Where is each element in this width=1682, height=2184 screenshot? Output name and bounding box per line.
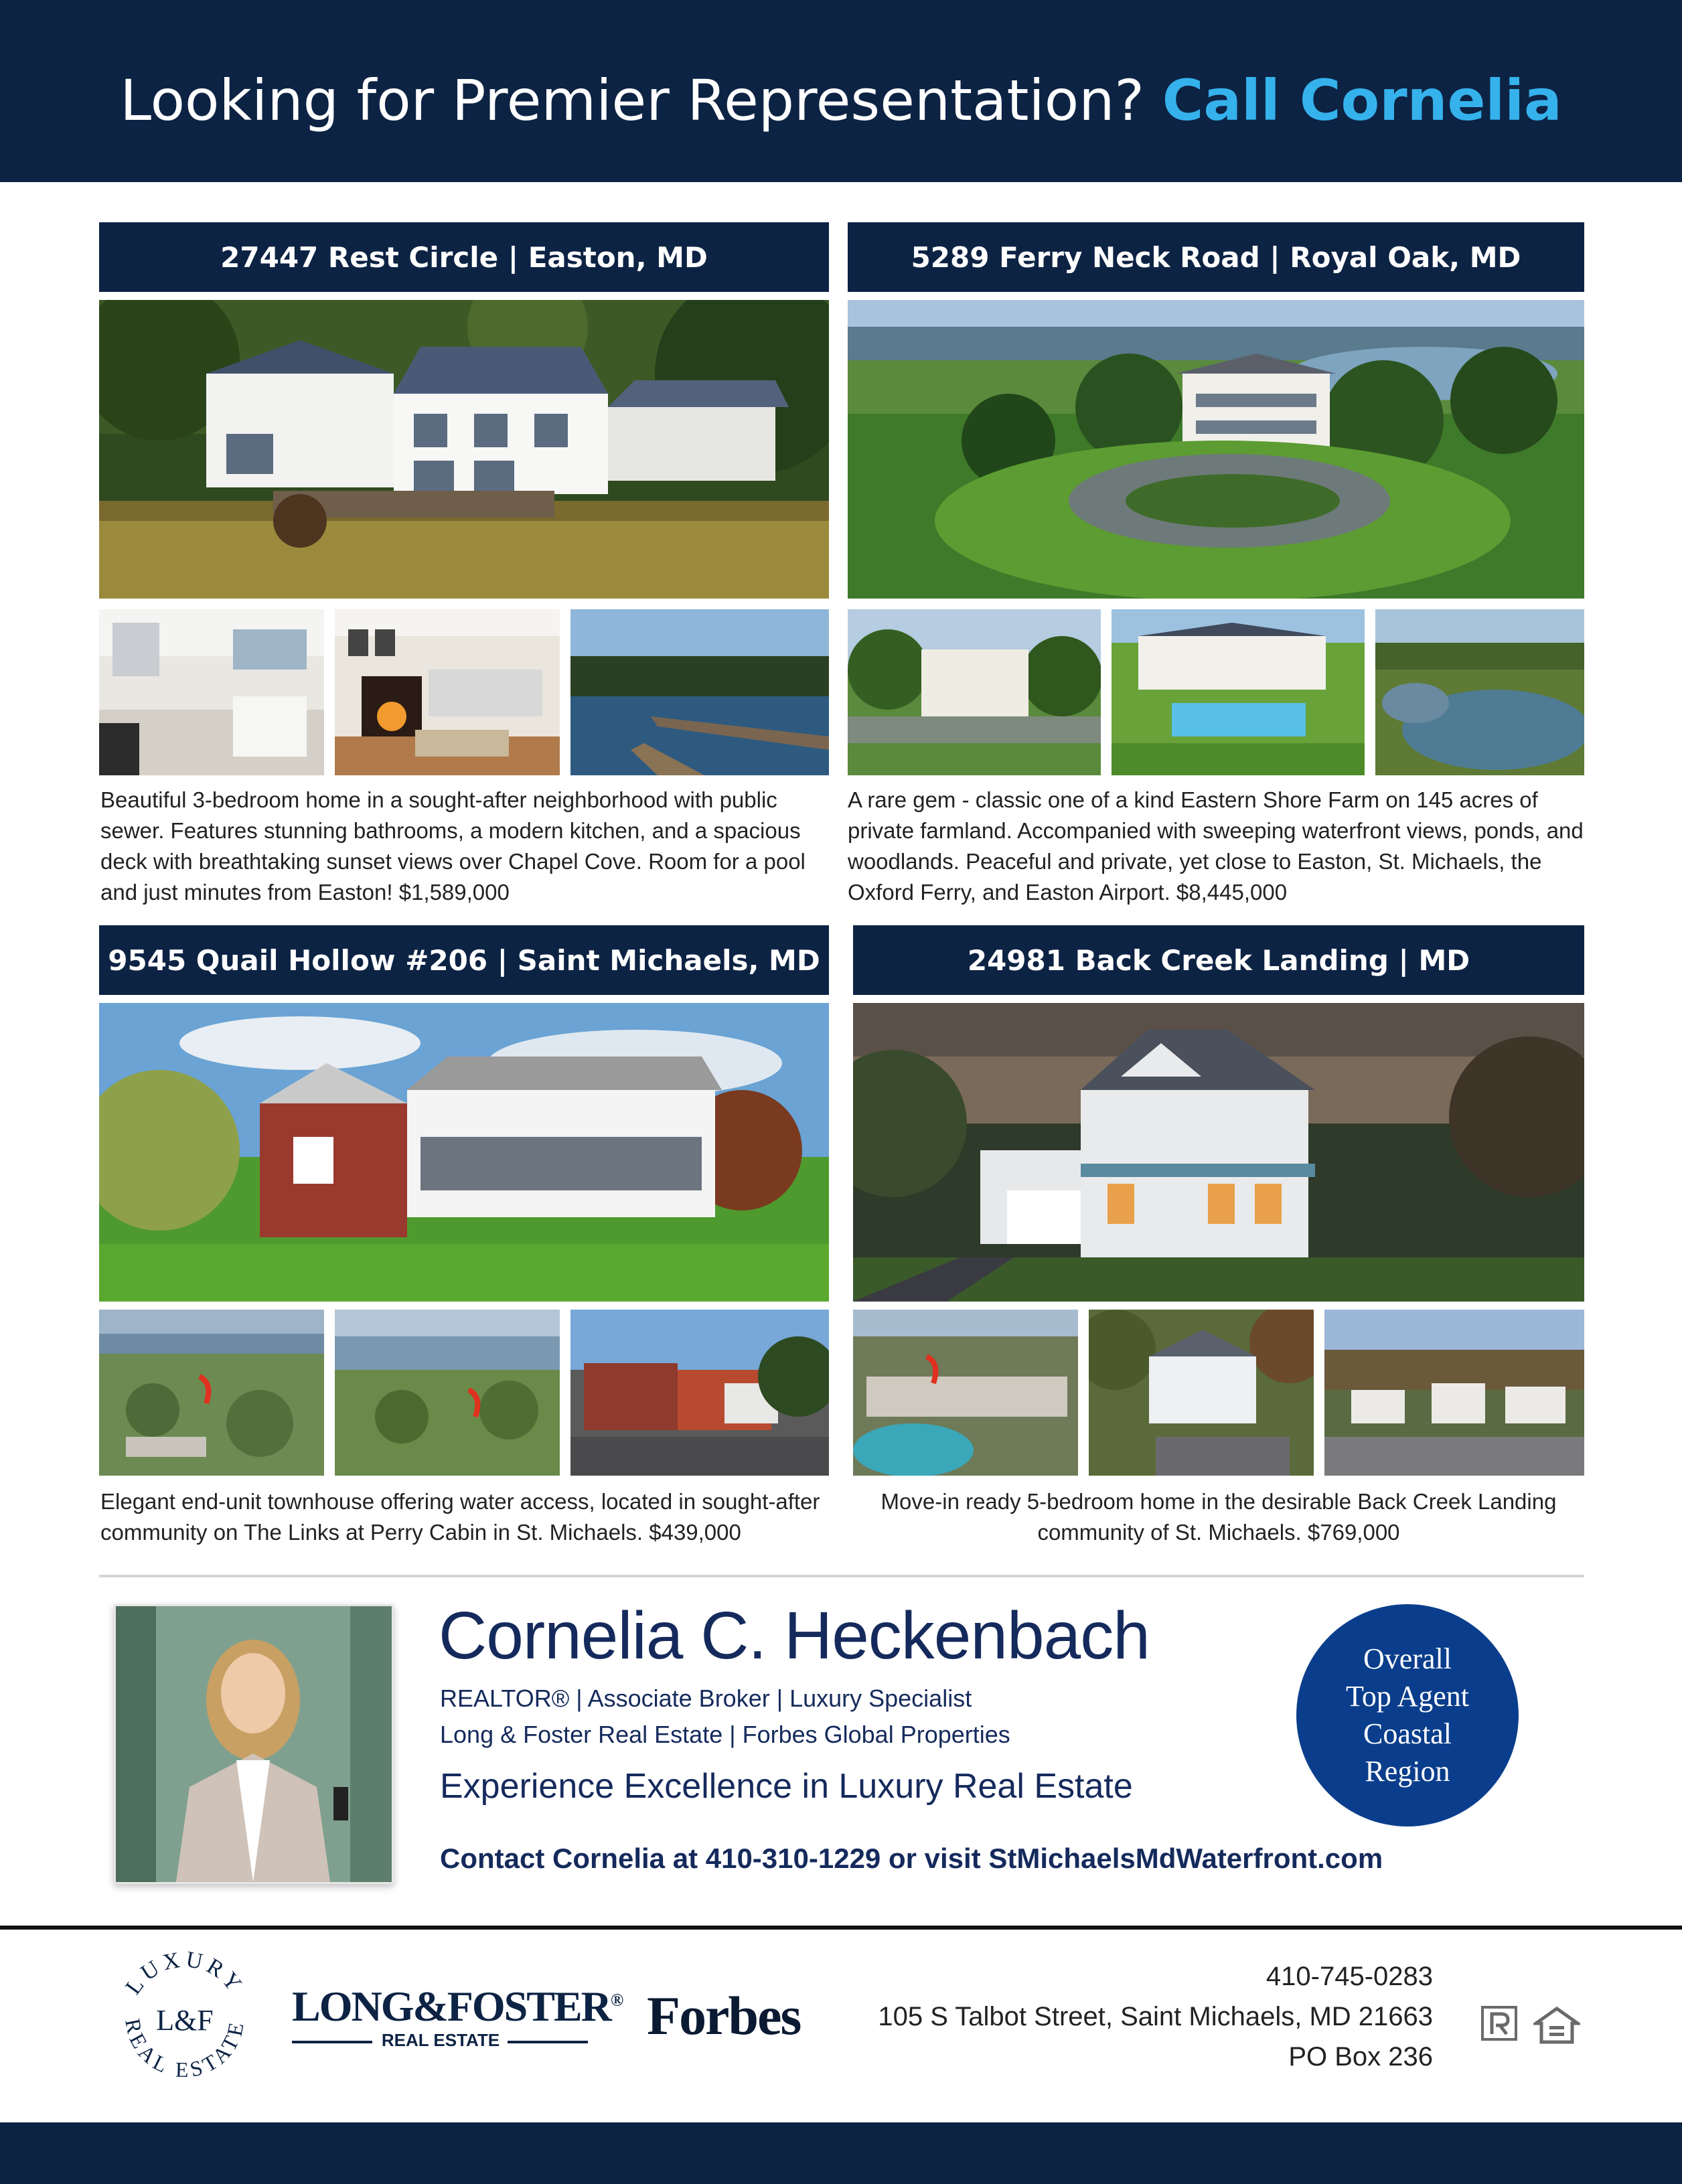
listing-address: 9545 Quail Hollow #206 | Saint Michaels, MD [108,943,820,977]
listing-thumb-water [570,609,829,775]
listing-thumb-aerial-1 [853,1310,1078,1476]
listing-thumb-pool [1112,609,1365,775]
office-phone: 410-745-0283 [1266,1962,1433,1991]
listing-thumb-aerial-2 [335,1310,560,1476]
listing-description: Beautiful 3-bedroom home in a sought-after neighborhood with public sewer. Features stunning bathrooms, a modern kitchen, and a spacious deck with breathtaking sunset views over Chapel Cove. Room for a pool and just minutes from Easton! $1,589,000 [100,787,806,905]
listing-main-photo [99,1003,829,1302]
award-badge [1296,1604,1519,1826]
headline-main: Looking for Premier Representation? [120,68,1145,133]
listing-main-photo [848,300,1584,599]
logo-rule [508,2041,588,2043]
award-line: Top Agent [1346,1680,1469,1713]
luxury-seal-logo [107,1940,262,2096]
long-foster-logo [292,1982,623,2055]
listing-thumb-street [1324,1310,1584,1476]
section-divider [99,1575,1584,1577]
long-foster-subtitle: REAL ESTATE [381,2030,500,2050]
listing-thumb-living [335,609,560,775]
listing-thumb-pond [1375,609,1584,775]
award-line: Coastal [1363,1717,1452,1750]
seal-top-text: LUXURY [121,1947,249,1999]
listing-description: A rare gem - classic one of a kind Eastern Shore Farm on 145 acres of private farmland. Accompanied with sweeping waterfront views, ponds, and woodlands. Peaceful and private, yet close to Easton, St. Michaels, the Oxford Ferry, and Easton Airport. $8,445,000 [848,787,1584,905]
realtor-r-icon [1481,2006,1517,2046]
listing-thumb-kitchen [99,609,324,775]
listing-address-bar [99,222,829,292]
listing-description: Move-in ready 5-bedroom home in the desirable Back Creek Landing community of St. Michaels. $769,000 [881,1489,1557,1545]
long-foster-wordmark: LONG&FOSTER [292,1982,611,2030]
office-address: 105 S Talbot Street, Saint Michaels, MD 21663 [878,2002,1433,2031]
listing-address-bar [848,222,1584,292]
equal-housing-icon [1533,2006,1580,2046]
listing-thumb-manor [848,609,1101,775]
agent-title: REALTOR® | Associate Broker | Luxury Specialist [440,1685,972,1712]
award-line: Overall [1363,1642,1452,1675]
listing-thumb-aerial-2 [1089,1310,1314,1476]
listing-address-bar [99,925,829,995]
listing-description: Elegant end-unit townhouse offering water access, located in sought-after community on The Links at Perry Cabin in St. Michaels. $439,000 [100,1489,820,1545]
agent-contact: Contact Cornelia at 410-310-1229 or visit StMichaelsMdWaterfront.com [440,1843,1383,1874]
listing-thumb-exterior [570,1310,829,1476]
svg-text:LUXURY [121,1947,248,1999]
listing-thumb-aerial-1 [99,1310,324,1476]
registered-mark: ® [610,1990,623,2010]
listing-address: 5289 Ferry Neck Road | Royal Oak, MD [911,240,1521,274]
agent-tagline: Experience Excellence in Luxury Real Estate [440,1767,1133,1806]
listing-address: 24981 Back Creek Landing | MD [967,943,1470,977]
agent-name: Cornelia C. Heckenbach [439,1598,1150,1673]
seal-center-text: L&F [156,2004,214,2037]
footer-banner [0,2122,1682,2184]
office-po-box: PO Box 236 [1288,2042,1433,2072]
listing-address: 27447 Rest Circle | Easton, MD [220,240,708,274]
agent-affiliation: Long & Foster Real Estate | Forbes Global Properties [440,1721,1010,1748]
forbes-logo: Forbes [647,1985,801,2046]
listing-main-photo [853,1003,1584,1302]
listing-address-bar [853,925,1584,995]
headline-accent: Call Cornelia [1162,68,1562,133]
award-line: Region [1365,1755,1450,1788]
footer-divider [0,1926,1682,1930]
headline [0,64,1682,137]
seal-bottom-text: REAL ESTATE [121,2016,249,2082]
listing-main-photo [99,300,829,599]
agent-photo [114,1604,394,1884]
